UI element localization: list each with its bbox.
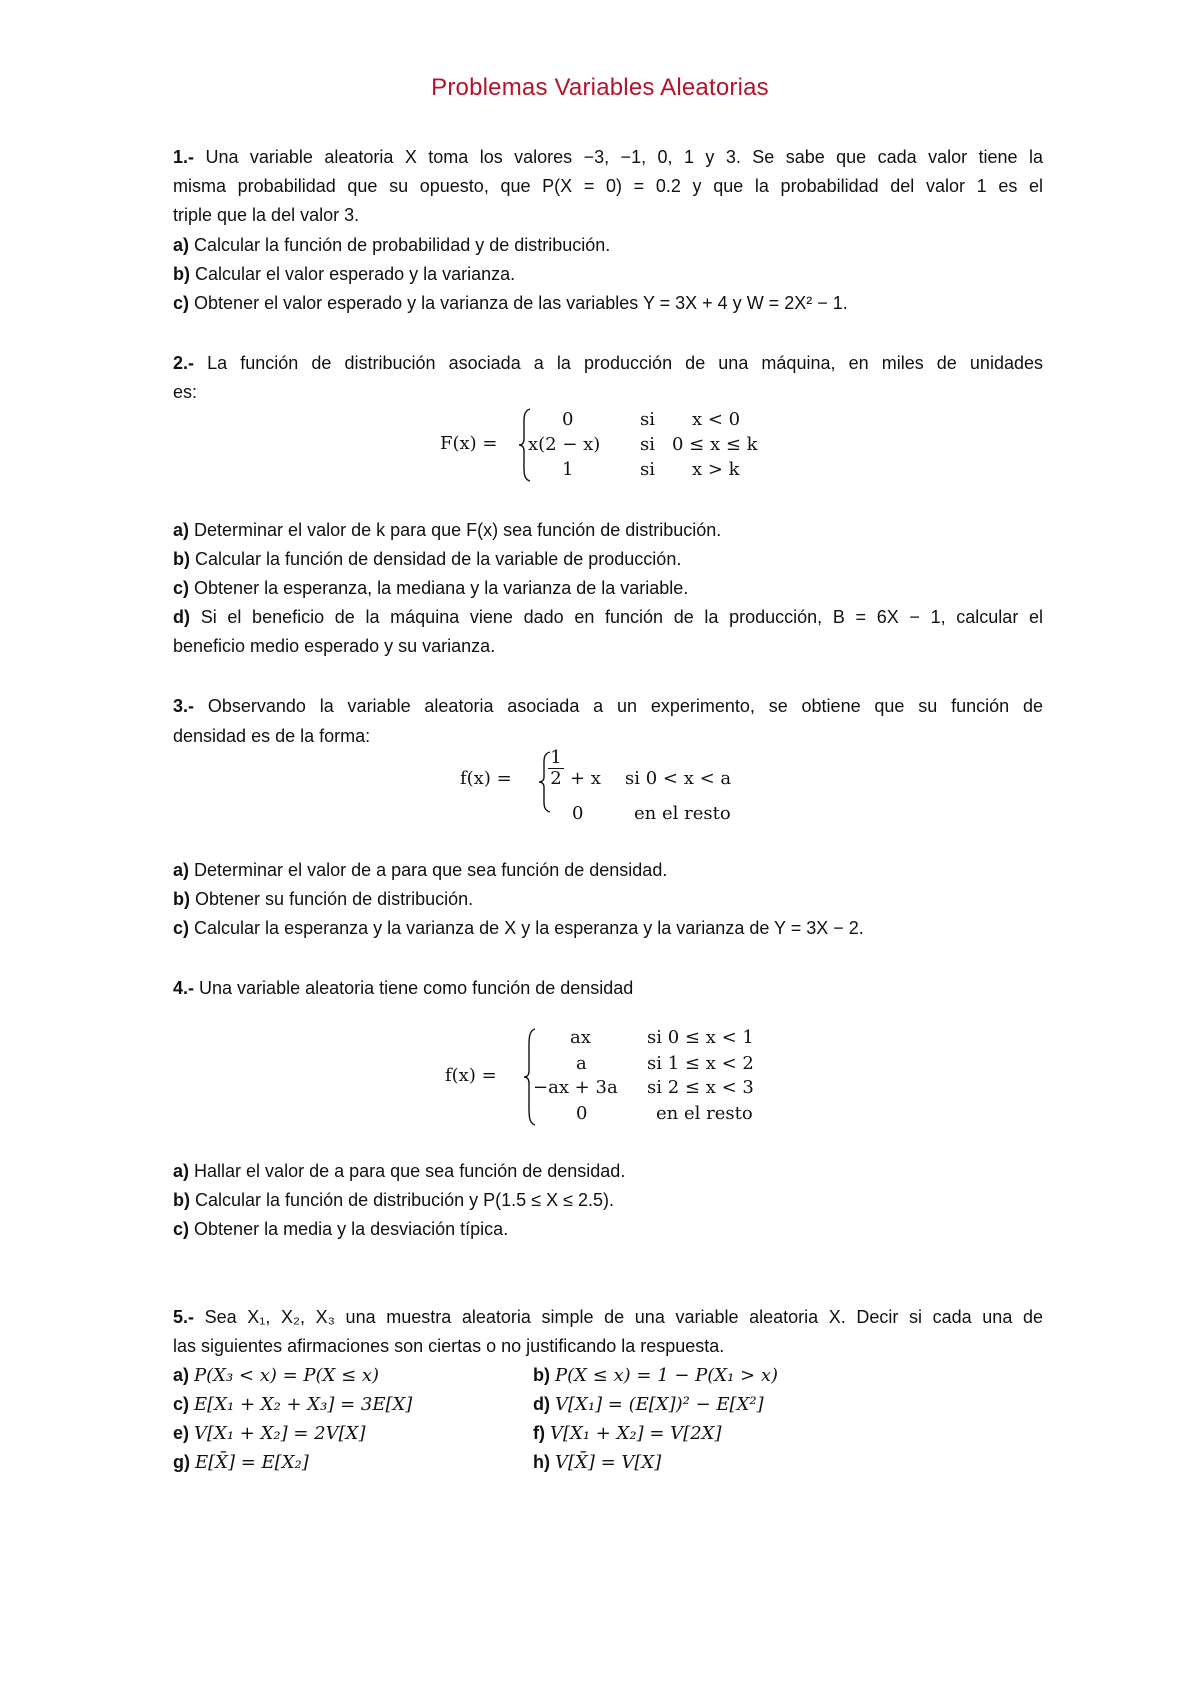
item-text: Obtener la media y la desviación típica.: [194, 1219, 509, 1239]
item-formula: V[X₁] = (E[X])² − E[X²]: [555, 1394, 764, 1415]
item-text: Calcular la función de probabilidad y de distribución.: [194, 235, 611, 255]
item-label: a): [173, 235, 190, 255]
formula-lhs: f(x) =: [460, 768, 512, 789]
problem-5-row-1: [173, 1363, 1043, 1388]
item-label: c): [173, 1219, 190, 1239]
problem-5-number: 5.-: [173, 1307, 195, 1327]
formula-range: x < 0: [692, 409, 741, 430]
formula-value: 0: [572, 803, 584, 824]
item-label: e): [173, 1423, 190, 1443]
item-label: h): [533, 1452, 550, 1472]
problem-4-item-b: [173, 1188, 1043, 1212]
problem-1-number: 1.-: [173, 147, 195, 167]
formula-value: x(2 − x): [528, 434, 601, 455]
formula-cond: si: [640, 434, 655, 455]
item-text: Obtener la esperanza, la mediana y la varianza de la variable.: [194, 578, 689, 598]
item-label: d): [533, 1394, 550, 1414]
item-text: Determinar el valor de a para que sea función de densidad.: [194, 860, 668, 880]
problem-4-line-1: [173, 976, 1043, 1000]
formula-range: 0 ≤ x ≤ k: [672, 434, 758, 455]
item-label: b): [173, 1190, 190, 1210]
problem-3-item-b: [173, 887, 1043, 911]
formula-value-rest: + x: [570, 768, 601, 789]
item-label: a): [173, 1365, 190, 1385]
item-label: c): [173, 578, 190, 598]
item-label: g): [173, 1452, 190, 1472]
item-text: Obtener su función de distribución.: [195, 889, 474, 909]
item-label: b): [173, 889, 190, 909]
problem-4-item-a: [173, 1159, 1043, 1183]
item-text: Calcular la función de distribución y P(1.5 ≤ X ≤ 2.5).: [195, 1190, 614, 1210]
statement-d: [533, 1392, 764, 1417]
problem-4-formula: [445, 1025, 785, 1130]
problem-5-line-1: [173, 1305, 1043, 1329]
item-text: Si el beneficio de la máquina viene dado en función de la producción, B = 6X − 1, calcular el: [200, 607, 1043, 627]
problem-5-line-2: las siguientes afirmaciones son ciertas o no justificando la respuesta.: [173, 1336, 725, 1356]
problem-2-item-a: [173, 518, 1043, 542]
formula-lhs: F(x) =: [440, 433, 498, 454]
fraction-one-half: [548, 748, 564, 789]
problem-1-item-a: [173, 233, 1043, 257]
fraction-denominator: 2: [550, 768, 562, 789]
problem-2-line-1: [173, 351, 1043, 375]
item-formula: V[X₁ + X₂] = 2V[X]: [194, 1423, 366, 1444]
formula-cond: si: [640, 459, 655, 480]
problem-2-item-c: [173, 576, 1043, 600]
item-text: Determinar el valor de k para que F(x) sea función de distribución.: [194, 520, 722, 540]
formula-cond: si: [640, 409, 655, 430]
formula-value: ax: [570, 1027, 591, 1048]
formula-range: x > k: [692, 459, 740, 480]
item-label: c): [173, 293, 190, 313]
problem-5-row-2: [173, 1392, 1043, 1417]
statement-b: [533, 1363, 778, 1388]
item-label: c): [173, 1394, 190, 1414]
problem-3-item-a: [173, 858, 1043, 882]
problem-3-formula: [460, 746, 780, 826]
formula-value: 0: [576, 1103, 588, 1124]
problem-4-text-1: Una variable aleatoria tiene como función de densidad: [199, 978, 634, 998]
problem-1-line-3: triple que la del valor 3.: [173, 205, 360, 225]
item-label: d): [173, 607, 190, 627]
fraction-numerator: 1: [550, 747, 562, 768]
item-label: c): [173, 918, 190, 938]
item-formula: E[X₁ + X₂ + X₃] = 3E[X]: [194, 1394, 413, 1415]
problem-1-item-c: [173, 291, 1043, 315]
item-text: Hallar el valor de a para que sea función de densidad.: [194, 1161, 626, 1181]
problem-1-item-b: [173, 262, 1043, 286]
problem-1-text-1: Una variable aleatoria X toma los valores −3, −1, 0, 1 y 3. Se sabe que cada valor tiene la: [205, 147, 1043, 167]
formula-value: 1: [562, 459, 574, 480]
problem-2-item-d-cont: beneficio medio esperado y su varianza.: [173, 636, 496, 656]
problem-1-line-1: [173, 145, 1043, 169]
item-label: b): [173, 549, 190, 569]
problem-2-formula: [440, 405, 780, 485]
item-formula: V[X̄] = V[X]: [555, 1452, 662, 1473]
statement-h: [533, 1450, 661, 1475]
item-formula: P(X₃ < x) = P(X ≤ x): [194, 1365, 380, 1386]
problem-5-text-1: Sea X₁, X₂, X₃ una muestra aleatoria simple de una variable aleatoria X. Decir si cada una de: [204, 1307, 1043, 1327]
problem-2-line-2: es:: [173, 382, 198, 402]
problem-3-number: 3.-: [173, 696, 195, 716]
formula-cond: si 0 ≤ x < 1: [647, 1027, 754, 1048]
problem-5-row-4: [173, 1450, 1043, 1475]
statement-g: [173, 1452, 309, 1472]
formula-cond: en el resto: [656, 1103, 753, 1124]
formula-value: 0: [562, 409, 574, 430]
formula-cond: si 0 < x < a: [625, 768, 732, 789]
item-label: f): [533, 1423, 545, 1443]
item-formula: P(X ≤ x) = 1 − P(X₁ > x): [555, 1365, 779, 1386]
formula-lhs: f(x) =: [445, 1065, 497, 1086]
document-title: Problemas Variables Aleatorias: [431, 74, 769, 101]
formula-value: a: [576, 1053, 587, 1074]
statement-a: [173, 1365, 379, 1385]
item-text: Calcular el valor esperado y la varianza.: [195, 264, 516, 284]
statement-c: [173, 1394, 412, 1414]
problem-2-item-b: [173, 547, 1043, 571]
problem-3-item-c: [173, 916, 1043, 940]
item-formula: E[X̄] = E[X₂]: [195, 1452, 309, 1473]
item-label: a): [173, 1161, 190, 1181]
problem-4-item-c: [173, 1217, 1043, 1241]
problem-3-line-2: densidad es de la forma:: [173, 726, 371, 746]
formula-cond: si 2 ≤ x < 3: [647, 1077, 754, 1098]
formula-value: −ax + 3a: [533, 1077, 618, 1098]
item-text: Calcular la función de densidad de la variable de producción.: [195, 549, 682, 569]
problem-4-number: 4.-: [173, 978, 195, 998]
problem-2-item-d: [173, 605, 1043, 629]
item-formula: V[X₁ + X₂] = V[2X]: [550, 1423, 722, 1444]
problem-3-line-1: [173, 694, 1043, 718]
item-label: b): [173, 264, 190, 284]
problem-1-line-2: misma probabilidad que su opuesto, que P(X = 0) = 0.2 y que la probabilidad del valor 1 es el: [173, 176, 1043, 196]
formula-cond: si 1 ≤ x < 2: [647, 1053, 754, 1074]
statement-e: [173, 1423, 366, 1443]
item-label: a): [173, 520, 190, 540]
statement-f: [533, 1421, 721, 1446]
item-label: a): [173, 860, 190, 880]
formula-cond: en el resto: [634, 803, 731, 824]
item-text: Obtener el valor esperado y la varianza de las variables Y = 3X + 4 y W = 2X² − 1.: [194, 293, 848, 313]
item-text: Calcular la esperanza y la varianza de X y la esperanza y la varianza de Y = 3X − 2.: [194, 918, 864, 938]
problem-5-row-3: [173, 1421, 1043, 1446]
problem-3-text-1: Observando la variable aleatoria asociada a un experimento, se obtiene que su función de: [207, 696, 1043, 716]
problem-2-number: 2.-: [173, 353, 195, 373]
item-label: b): [533, 1365, 550, 1385]
problem-2-text-1: La función de distribución asociada a la producción de una máquina, en miles de unidades: [207, 353, 1043, 373]
